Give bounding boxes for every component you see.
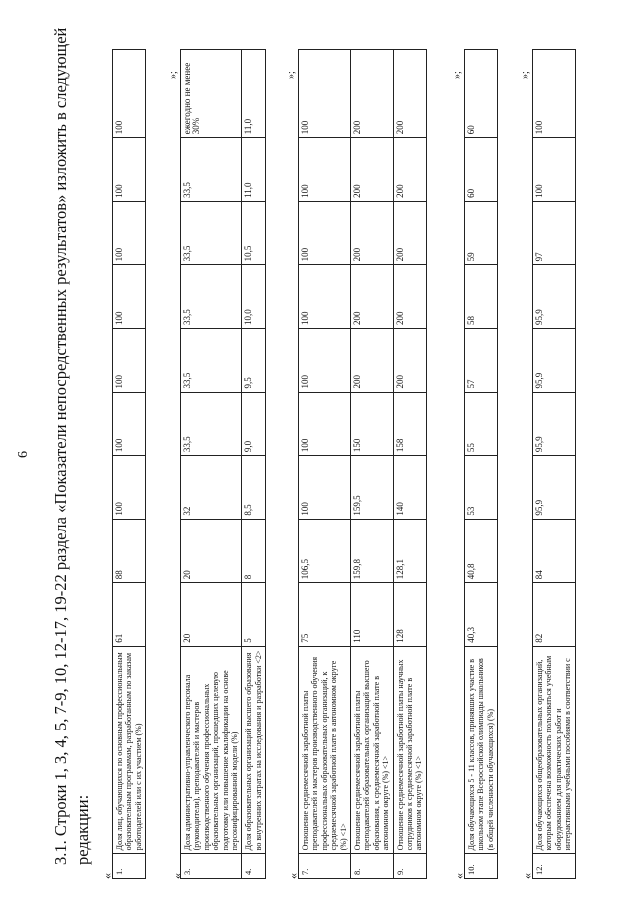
value-cell: 200 [393,328,426,392]
value-cell: 159,8 [351,519,394,583]
row-number: 4. [242,854,266,879]
value-cell: 158 [393,392,426,456]
value-cell: 200 [351,201,394,265]
value-cell: 95,9 [533,392,576,456]
value-cell: 33,5 [181,138,242,202]
value-cell: 100 [113,456,146,520]
value-cell: 11,0 [242,50,266,138]
value-cell: 97 [533,201,576,265]
value-cell: 8 [242,519,266,583]
row-name: Отношение среднемесячной заработной платы преподавателей образовательных организаций высшего образования, к среднемесячной заработной плате в автономном округе (%) <1> [351,646,394,854]
value-cell: 128 [393,583,426,647]
value-cell: 100 [533,50,576,138]
value-cell: 95,9 [533,456,576,520]
value-cell: 20 [181,583,242,647]
value-cell: 10,5 [242,201,266,265]
value-cell: 100 [299,392,351,456]
value-cell: 40,8 [465,519,498,583]
quote-open: « [170,873,184,879]
row-name: Доля административно-управленческого персонала (руководители), преподавателей и мастеров производственного обучения профессиональных образовательных организаций, прошедших целевую подготовку или повышение квалификации на основе персонифицированной модели (%) [181,646,242,854]
row-number: 3. [181,854,242,879]
value-cell: 200 [393,50,426,138]
value-cell: 53 [465,456,498,520]
value-cell: 60 [465,50,498,138]
value-cell: 75 [299,583,351,647]
row-name: Отношение среднемесячной заработной платы научных сотрудников к среднемесячной заработной плате в автономном округе (%) <1> [393,646,426,854]
closing-mark: »; [520,71,531,79]
value-cell: 40,3 [465,583,498,647]
value-cell: 200 [393,201,426,265]
indicator-table-block [464,49,498,879]
value-cell: 100 [113,201,146,265]
value-cell: 8,5 [242,456,266,520]
value-cell: 200 [351,328,394,392]
row-number: 9. [393,854,426,879]
value-cell: 140 [393,456,426,520]
row-name: Доля лиц, обучающихся по основным профессиональным образовательным программам, разработанным по заказам работодателей или с их участием (%) [113,646,146,854]
table-row [242,50,266,879]
section-heading: 3.1. Строки 1, 3, 4, 5, 7-9, 10, 12-17, 19-22 раздела «Показатели непосредственных результатов» изложить в следующей редакции: [51,27,92,865]
value-cell: 95,9 [533,265,576,329]
closing-mark: »; [452,71,463,79]
row-name: Доля обучающихся общеобразовательных организаций, которым обеспечена возможность пользоваться учебным оборудованием для практических работ и интерактивными учебными пособиями в соответствии с [533,646,576,854]
value-cell: 100 [113,392,146,456]
value-cell: 57 [465,328,498,392]
value-cell: 200 [351,265,394,329]
indicator-table-block [180,49,266,879]
value-cell: 100 [299,50,351,138]
value-cell: 61 [113,583,146,647]
row-number: 8. [351,854,394,879]
page-number: 6 [16,451,31,458]
value-cell: 58 [465,265,498,329]
row-number: 12. [533,854,576,879]
quote-open: « [286,873,300,879]
value-cell: 33,5 [181,328,242,392]
value-cell: 33,5 [181,201,242,265]
value-cell: 200 [393,138,426,202]
closing-mark: »; [286,71,297,79]
row-name: Отношение среднемесячной заработной платы преподавателей и мастеров производственного обучения профессиональных образовательных организаций, к среднемесячной заработной плате в автономном округе (%) <1> [299,646,351,854]
table-row [299,50,351,879]
value-cell: 100 [299,201,351,265]
value-cell: 82 [533,583,576,647]
value-cell: 11,0 [242,138,266,202]
value-cell: 100 [299,456,351,520]
value-cell: 100 [299,265,351,329]
indicator-table-block [532,49,576,879]
value-cell: 110 [351,583,394,647]
table-row [533,50,576,879]
value-cell: 128,1 [393,519,426,583]
value-cell: 150 [351,392,394,456]
table-row [351,50,394,879]
value-cell: 10,0 [242,265,266,329]
row-number: 10. [465,854,498,879]
value-cell: 88 [113,519,146,583]
row-name: Доля обучающихся 5 - 11 классов, принявших участие в школьном этапе Всероссийской олимпиады школьников (в общей численности обучающихся) (%) [465,646,498,854]
table-row [181,50,242,879]
indicator-table-block [112,49,146,879]
value-cell: 55 [465,392,498,456]
quote-open: « [452,873,466,879]
value-cell: 59 [465,201,498,265]
table-row [393,50,426,879]
value-cell: 100 [299,138,351,202]
value-cell: 9,0 [242,392,266,456]
value-cell: 95,9 [533,328,576,392]
quote-open: « [520,873,534,879]
value-cell: 100 [113,328,146,392]
value-cell: 5 [242,583,266,647]
table-row [465,50,498,879]
value-cell: 159,5 [351,456,394,520]
row-number: 7. [299,854,351,879]
row-name: Доля образовательных организаций высшего образования во внутренних затратах на исследования и разработки <2> [242,646,266,854]
row-number: 1. [113,854,146,879]
table-row [113,50,146,879]
quote-open: « [100,873,114,879]
value-cell: 60 [465,138,498,202]
value-cell: 106,5 [299,519,351,583]
value-cell: 200 [351,50,394,138]
value-cell: 33,5 [181,392,242,456]
value-cell: 32 [181,456,242,520]
value-cell: 100 [113,138,146,202]
closing-mark: »; [168,71,179,79]
value-cell: 200 [351,138,394,202]
value-cell: 84 [533,519,576,583]
value-cell: 100 [113,265,146,329]
indicator-table-block [298,49,427,879]
value-cell: 100 [299,328,351,392]
value-cell: 100 [533,138,576,202]
value-cell: 9,5 [242,328,266,392]
value-cell: ежегодно не менее 30% [181,50,242,138]
value-cell: 100 [113,50,146,138]
value-cell: 200 [393,265,426,329]
value-cell: 20 [181,519,242,583]
value-cell: 33,5 [181,265,242,329]
